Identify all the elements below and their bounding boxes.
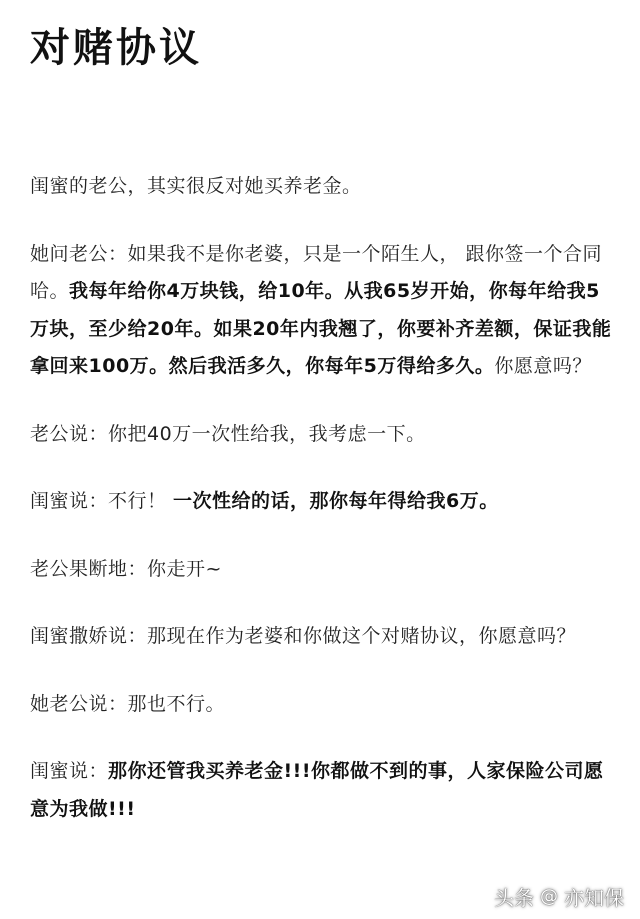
paragraph-text: 她问老公：如果我不是你老婆，只是一个陌生人， 跟你签一个合同哈。 (30, 242, 603, 302)
paragraph-1 (30, 168, 615, 206)
paragraph-8 (30, 753, 615, 828)
paragraph-text: 闺蜜说：不行！ (30, 490, 174, 512)
document-title: 对赌协议 (30, 25, 202, 71)
at-icon: @ (540, 886, 558, 907)
document-body (30, 168, 615, 858)
paragraph-text: 闺蜜撒娇说：那现在作为老婆和你做这个对赌协议，你愿意吗？ (30, 625, 577, 647)
paragraph-7 (30, 686, 615, 724)
paragraph-text: 你愿意吗？ (494, 355, 592, 377)
watermark-source: 头条 (494, 886, 534, 910)
paragraph-text-bold: 一次性给的话，那你每年得给我6万。 (173, 490, 499, 512)
paragraph-text: 老公果断地：你走开~ (30, 557, 222, 580)
paragraph-text-bold: 那你还管我买养老金!!!你都做不到的事，人家保险公司愿意为我做!!! (30, 760, 604, 820)
watermark-author: 亦知保 (564, 886, 624, 910)
paragraph-text-bold: 我每年给你4万块钱，给10年。从我65岁开始，你每年给我5万块，至少给20年。如果20年内我翘了，你要补齐差额，保证我能拿回来100万。然后我活多久，你每年5万得给多久。 (30, 280, 612, 377)
watermark (494, 882, 624, 911)
paragraph-text: 闺蜜说： (30, 760, 109, 782)
paragraph-4 (30, 483, 615, 521)
paragraph-6 (30, 618, 615, 656)
paragraph-2 (30, 236, 615, 386)
paragraph-text: 闺蜜的老公，其实很反对她买养老金。 (30, 175, 362, 197)
paragraph-3 (30, 416, 615, 454)
paragraph-5 (30, 551, 615, 589)
paragraph-text: 老公说：你把40万一次性给我，我考虑一下。 (30, 422, 426, 445)
paragraph-text: 她老公说：那也不行。 (30, 692, 226, 715)
